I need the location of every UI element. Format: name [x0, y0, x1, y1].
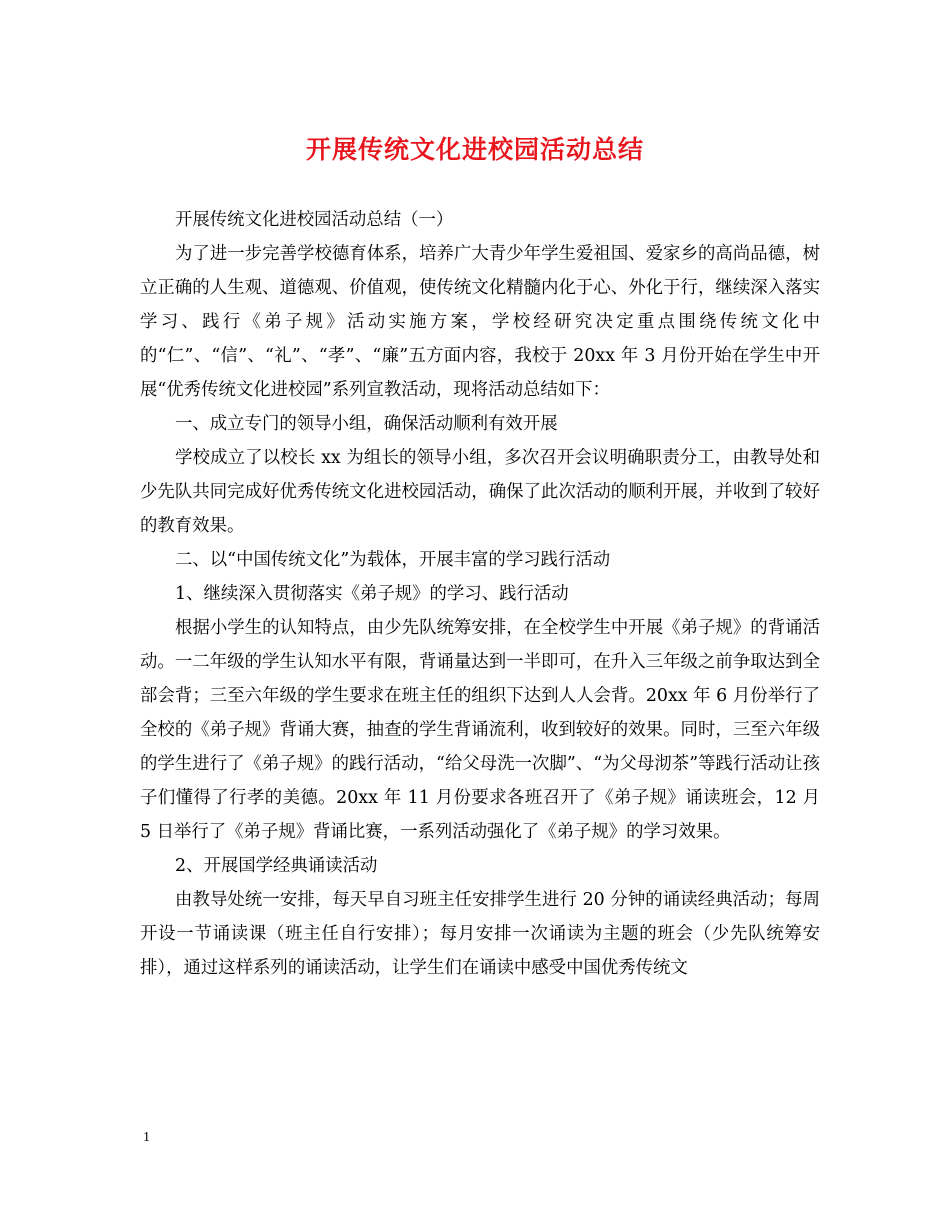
paragraph: 为了进一步完善学校德育体系，培养广大青少年学生爱祖国、爱家乡的高尚品德，树立正确的人生观、道德观、价值观，使传统文化精髓内化于心、外化于行，继续深入落实学习、践行《弟子规》活动实施方案，学校经研究决定重点围绕传统文化中的“仁”、“信”、“礼”、“孝”、“廉”五方面内容，我校于 20xx 年 3 月份开始在学生中开展“优秀传统文化进校园”系列宣教活动，现将活动总结如下：	[140, 244, 820, 400]
document-title: 开展传统文化进校园活动总结	[305, 135, 644, 164]
section-heading: 开展传统文化进校园活动总结（一）	[175, 210, 454, 230]
document-body	[140, 203, 820, 985]
subsection-heading: 2、开展国学经典诵读活动	[175, 856, 378, 876]
section-heading: 二、以“中国传统文化”为载体，开展丰富的学习践行活动	[175, 550, 611, 570]
page-number: 1	[143, 1130, 150, 1145]
paragraph: 由教导处统一安排，每天早自习班主任安排学生进行 20 分钟的诵读经典活动；每周开设一节诵读课（班主任自行安排）；每月安排一次诵读为主题的班会（少先队统筹安排），通过这样系列的诵读活动，让学生们在诵读中感受中国优秀传统文	[140, 890, 820, 978]
section-heading: 一、成立专门的领导小组，确保活动顺利有效开展	[175, 414, 558, 434]
paragraph: 根据小学生的认知特点，由少先队统筹安排，在全校学生中开展《弟子规》的背诵活动。一二年级的学生认知水平有限，背诵量达到一半即可，在升入三年级之前争取达到全部会背；三至六年级的学生要求在班主任的组织下达到人人会背。20xx 年 6 月份举行了全校的《弟子规》背诵大赛，抽查的学生背诵流利，收到较好的效果。同时，三至六年级的学生进行了《弟子规》的践行活动，“给父母洗一次脚”、“为父母沏茶”等践行活动让孩子们懂得了行孝的美德。20xx 年 11 月份要求各班召开了《弟子规》诵读班会，12 月 5 日举行了《弟子规》背诵比赛，一系列活动强化了《弟子规》的学习效果。	[140, 618, 820, 842]
paragraph: 学校成立了以校长 xx 为组长的领导小组，多次召开会议明确职责分工，由教导处和少先队共同完成好优秀传统文化进校园活动，确保了此次活动的顺利开展，并收到了较好的教育效果。	[140, 448, 820, 536]
subsection-heading: 1、继续深入贯彻落实《弟子规》的学习、践行活动	[175, 584, 569, 604]
